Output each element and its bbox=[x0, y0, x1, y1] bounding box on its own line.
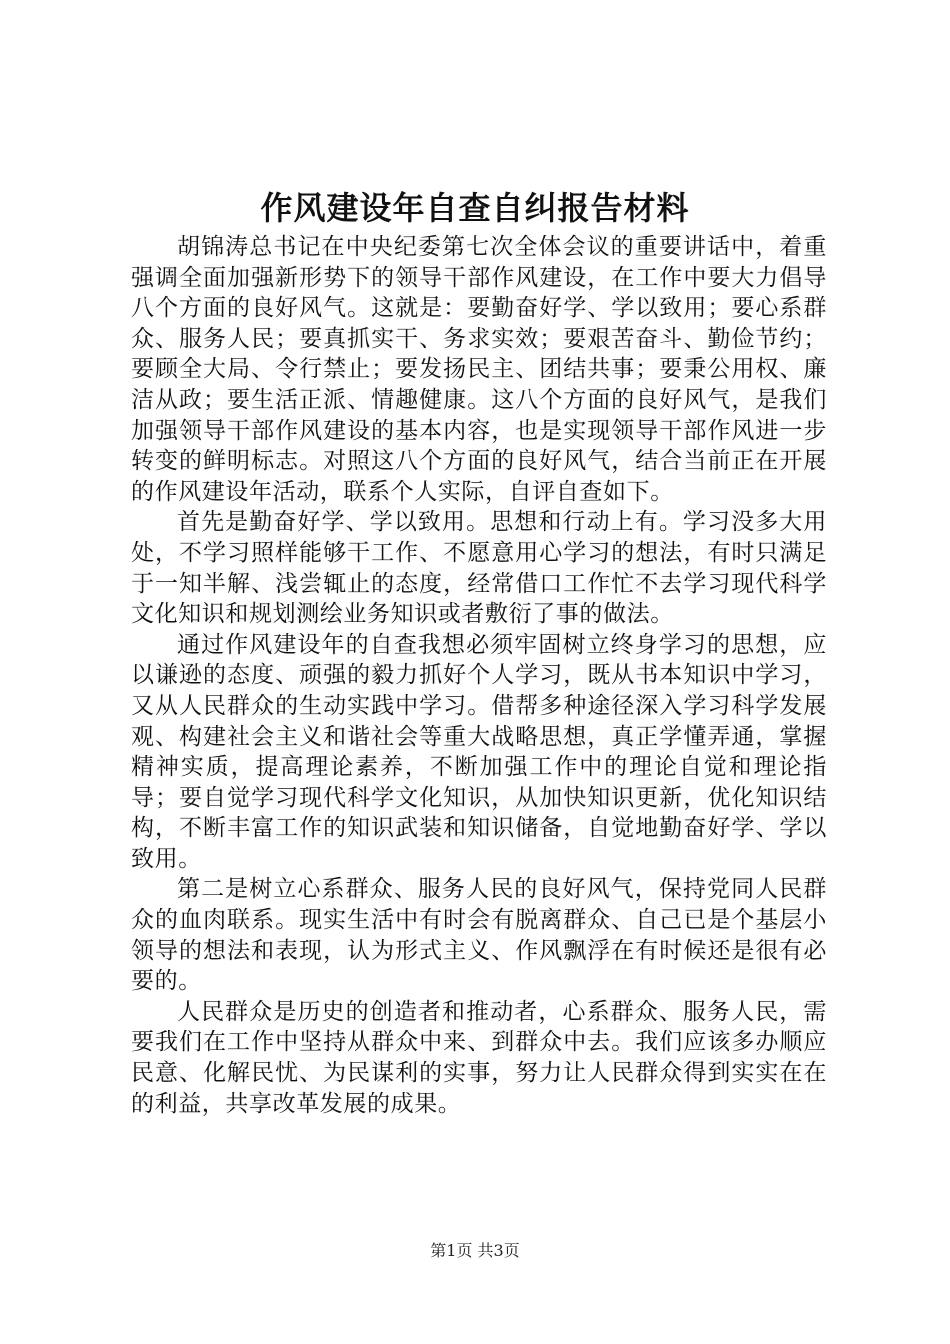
paragraph-2: 首先是勤奋好学、学以致用。思想和行动上有。学习没多大用处，不学习照样能够干工作、不愿意用心学习的想法，有时只满足于一知半解、浅尝辄止的态度，经常借口工作忙不去学习现代科学文化知识和规划测绘业务知识或者敷衍了事的做法。 bbox=[131, 509, 827, 628]
paragraph-1: 胡锦涛总书记在中央纪委第七次全体会议的重要讲话中，着重强调全面加强新形势下的领导干部作风建设，在工作中要大力倡导八个方面的良好风气。这就是：要勤奋好学、学以致用；要心系群众、服务人民；要真抓实干、务求实效；要艰苦奋斗、勤俭节约；要顾全大局、令行禁止；要发扬民主、团结共事；要秉公用权、廉洁从政；要生活正派、情趣健康。这八个方面的良好风气，是我们加强领导干部作风建设的基本内容，也是实现领导干部作风进一步转变的鲜明标志。对照这八个方面的良好风气，结合当前正在开展的作风建设年活动，联系个人实际，自评自查如下。 bbox=[131, 234, 827, 505]
page-number-footer: 第1页 共3页 bbox=[430, 1241, 520, 1260]
document-title: 作风建设年自查自纠报告材料 bbox=[260, 189, 690, 227]
document-body bbox=[131, 232, 827, 1119]
paragraph-3: 通过作风建设年的自查我想必须牢固树立终身学习的思想，应以谦逊的态度、顽强的毅力抓好个人学习，既从书本知识中学习，又从人民群众的生动实践中学习。借帮多种途径深入学习科学发展观、构建社会主义和谐社会等重大战略思想，真正学懂弄通，掌握精神实质，提高理论素养，不断加强工作中的理论自觉和理论指导；要自觉学习现代科学文化知识，从加快知识更新，优化知识结构，不断丰富工作的知识武装和知识储备，自觉地勤奋好学、学以致用。 bbox=[131, 631, 827, 872]
paragraph-4: 第二是树立心系群众、服务人民的良好风气，保持党同人民群众的血肉联系。现实生活中有时会有脱离群众、自己已是个基层小领导的想法和表现，认为形式主义、作风飘浮在有时候还是很有必要的。 bbox=[131, 876, 827, 995]
paragraph-5: 人民群众是历史的创造者和推动者，心系群众、服务人民，需要我们在工作中坚持从群众中来、到群众中去。我们应该多办顺应民意、化解民忧、为民谋利的实事，努力让人民群众得到实实在在的利益，共享改革发展的成果。 bbox=[131, 998, 827, 1117]
